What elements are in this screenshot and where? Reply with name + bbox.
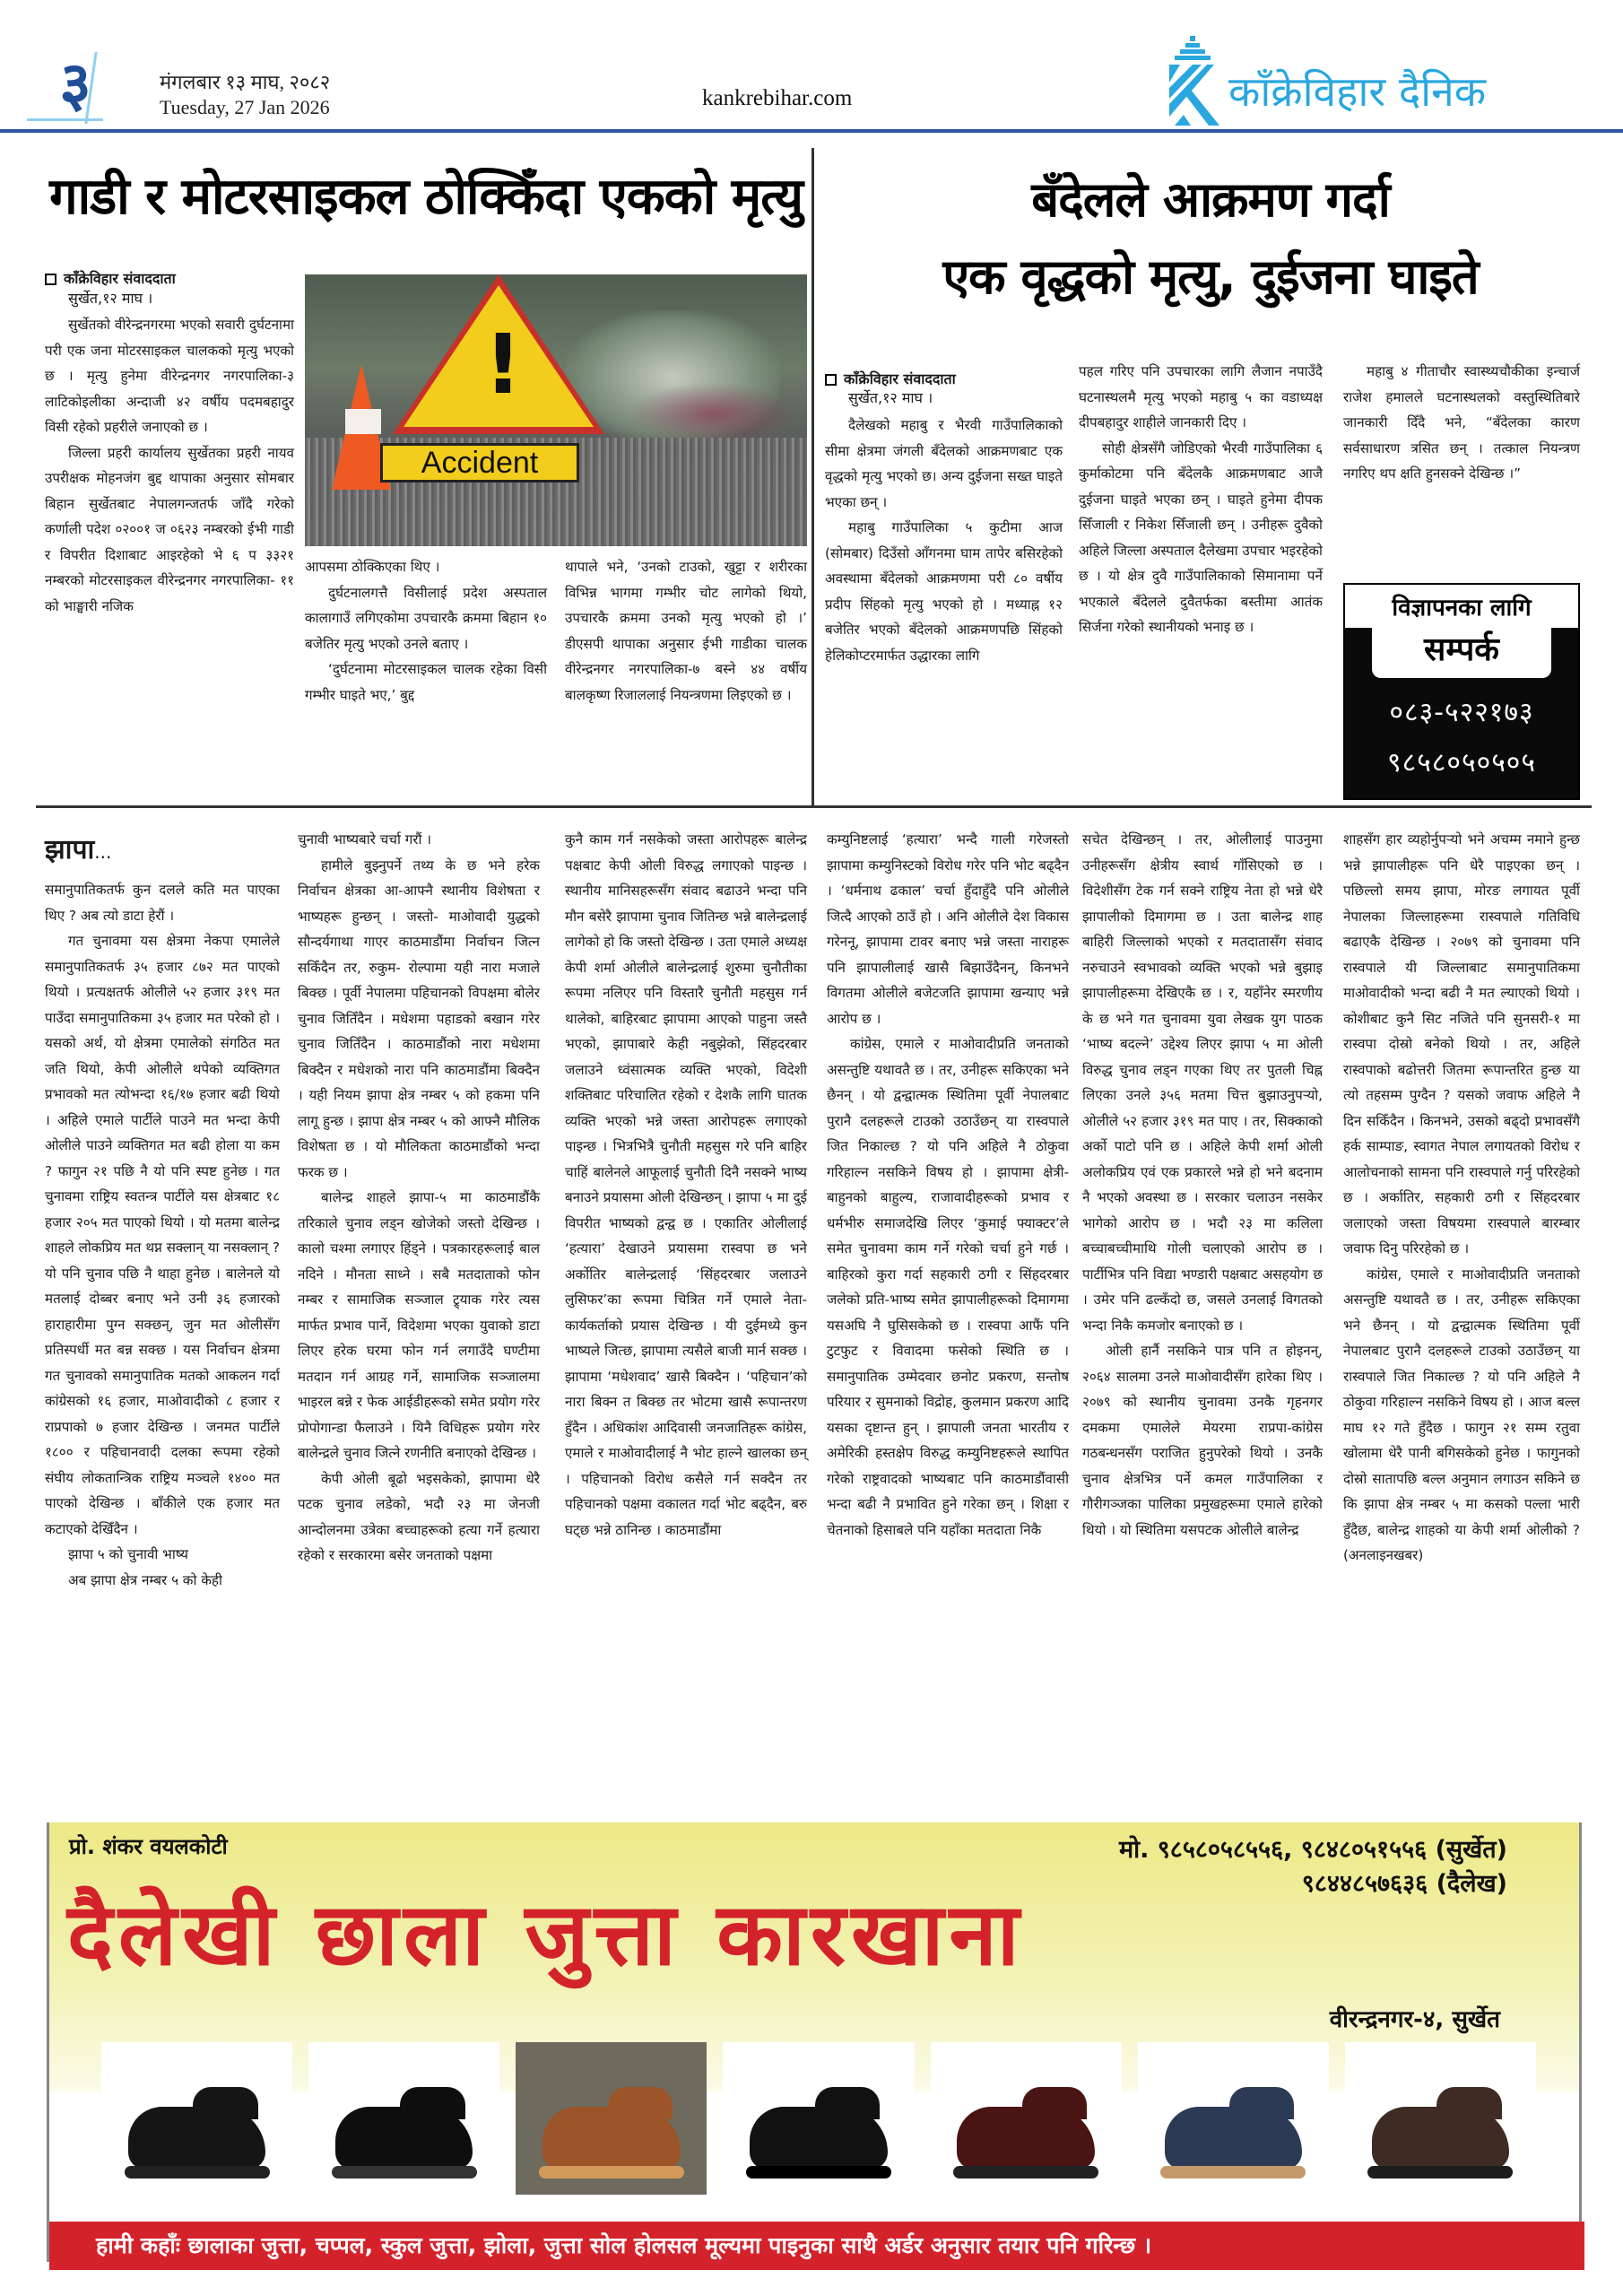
accident-sign-label: Accident (380, 443, 579, 483)
paragraph: थापाले भने, ‘उनको टाउको, खुट्टा र शरीरका विभिन्न भागमा गम्भीर चोट लागेको थियो, उपचारकै क्रममा उनको मृत्यु भएको हो ।’ डीएसपी थापाका अनुसार ईभी गाडीका चालक वीरेन्द्रनगर नगरपालिका-७ बस्ने ४४ वर्षीय बालकृष्ण रिजाललाई नियन्त्रणमा लिइएको छ । (565, 559, 807, 703)
jhapa-column-1 (45, 877, 280, 1593)
advertising-contact-box (1343, 583, 1580, 800)
paragraph: कुनै काम गर्न नसकेको जस्ता आरोपहरू बालेन्द्र पक्षबाट केपी ओली विरुद्ध लगाएको पाइन्छ । स्थानीय मानिसहरूसँग संवाद बढाउने भन्दा पनि मौन बसेरै झापामा चुनाव जितिन्छ भन्ने बालेन्द्रलाई लागेको हो कि जस्तो देखिन्छ । उता एमाले अध्यक्ष केपी शर्मा ओलीले बालेन्द्रलाई शुरुमा चुनौतीका रूपमा नलिएर पनि विस्तारै चुनौती महसुस गर्न थालेको, बाहिरबाट झापामा आएको पाहुना जस्तै भएको, झापाबारे केही नबुझेको, सिंहदरबार जलाउने ध्वंसात्मक व्यक्ति भएको, विदेशी शक्तिबाट परिचालित रहेको र देशकै लागि घातक व्यक्ति भएको भन्ने जस्ता आरोपहरू लगाएको पाइन्छ । भित्रभित्रै चुनौती महसुस गरे पनि बाहिर चाहिं बालेनले आफूलाई चुनौती दिनै नसक्ने भाष्य बनाउने प्रयासमा ओली देखिन्छन् । झापा ५ मा दुई विपरीत भाष्यको द्वन्द्व छ । एकातिर ओलीलाई ‘हत्यारा’ देखाउने प्रयासमा रास्वपा छ भने अर्कोतिर बालेन्द्रलाई ‘सिंहदरबार जलाउने लुसिफर’का रूपमा चित्रित गर्ने एमाले नेता-कार्यकर्ताको प्रयास देखिन्छ । यी दुईमध्ये कुन भाष्यले जित्छ, झापामा त्यसैले बाजी मार्न सक्छ ।झापामा ‘मधेशवाद’ खासै बिक्दैन । ‘पहिचान’को नारा बिक्न त बिक्छ तर भोटमा खासै रूपान्तरण हुँदैन । अधिकांश आदिवासी जनजातिहरू कांग्रेस, एमाले र माओवादीलाई नै भोट हाल्ने खालका छन् । पहिचानको विरोध कसैले गर्न सक्दैन तर पहिचानको पक्षमा वकालत गर्दा भोट बढ्दैन, बरु घट्छ भन्ने ठानिन्छ । काठमाडौंमा (565, 831, 807, 1538)
ad-phone-1: ०८३-५२२१७३ (1389, 697, 1534, 728)
attack-column-3 (1343, 359, 1580, 487)
paragraph: दुर्घटनालगत्तै विसीलाई प्रदेश अस्पताल कालागाउँ लगिएकोमा उपचारकै क्रममा बिहान १० बजेतिर मृत्यु भएको उनले बताए । (305, 584, 547, 652)
attack-headline-line-2: एक वृद्धको मृत्यु, दुईजना घाइते (942, 248, 1479, 305)
brown-leather-shoe-image (516, 2042, 707, 2195)
paragraph: गत चुनावमा यस क्षेत्रमा नेकपा एमालेले समानुपातिकतर्फ ३५ हजार ८७२ मत पाएको थियो । प्रत्यक्षतर्फ ओलीले ५२ हजार ३१९ मत पाउँदा समानुपातिकमा ३५ हजार मत परेको हो । यसको अर्थ, यो क्षेत्रमा एमालेको संगठित मत जति थियो, केपी ओलीले थपेको व्यक्तिगत प्रभावको मत त्योभन्दा १६/१७ हजार बढी थियो । अहिले एमाले पार्टीले पाउने मत भन्दा केपी ओलीले पाउने व्यक्तिगत मत बढी होला या कम ? फागुन २१ पछि नै यो पनि स्पष्ट हुनेछ । गत चुनावमा राष्ट्रिय स्वतन्त्र पार्टीले यस क्षेत्रबाट १८ हजार २०५ मत पाएको थियो । यो मतमा बालेन्द्र शाहले लोकप्रिय मत थप्न सक्लान् या नसक्लान् ? यो पनि चुनाव पछि नै थाहा हुनेछ । बालेनले यो मतलाई दोब्बर बनाए भने उनी ३६ हजारको हाराहारीमा पुग्न सक्छन्, जुन मत ओलीसँग प्रतिस्पर्धी मत बन्न सक्छ । यस निर्वाचन क्षेत्रमा गत चुनावको समानुपातिक मतको आकलन गर्दा कांग्रेसको १६ हजार, माओवादीको ८ हजार र राप्रपाको ७ हजार देखिन्छ । जनमत पार्टीले १८०० र पहिचानवादी दलका रूपमा रहेको संघीय लोकतान्त्रिक राष्ट्रिय मञ्चले १४०० मत पाएको देखिन्छ । बाँकीले एक हजार मत कटाएको देखिँदैन । (45, 933, 280, 1537)
paragraph: ‘दुर्घटनामा मोटरसाइकल चालक रहेका विसी गम्भीर घाइते भए,’ बुद्द (305, 661, 547, 703)
accident-column-1 (45, 312, 294, 619)
paragraph: समानुपातिकतर्फ कुन दलले कति मत पाएका थिए ? अब त्यो डाटा हेरौं । (45, 882, 280, 924)
paragraph: कम्युनिष्टलाई ‘हत्यारा’ भन्दै गाली गरेजस्तो झापामा कम्युनिस्टको विरोध गरेर पनि भोट बढ्दैन । ‘धर्मनाथ ढकाल’ चर्चा हुँदाहुँदै पनि ओलीले जित्दै आएको ठाउँ हो । अनि ओलीले देश विकास गरेननू, झापामा टावर बनाए भन्ने जस्ता नाराहरू पनि झापालीलाई खासै बिझाउँदैनन्, किनभने विगतमा ओलीले बजेटजति झापामा खन्याए भन्ने आरोप छ । (827, 831, 1069, 1027)
ad-phone-numbers (1119, 1833, 1507, 1901)
accident-dateline: सुर्खेत,१२ माघ । (68, 290, 153, 307)
accident-column-2 (305, 554, 547, 708)
jhapa-column-2 (298, 827, 540, 1569)
attack-byline (825, 370, 956, 389)
paragraph: पहल गरिए पनि उपचारका लागि लैजान नपाउँदै घटनास्थलमै मृत्यु भएको महाबु ५ का वडाध्यक्ष दीपबहादुर शाहीले जानकारी दिए । (1079, 363, 1323, 430)
website-link[interactable]: kankrebihar.com (702, 86, 853, 110)
attack-column-1 (825, 413, 1063, 668)
phone-line-surkhet: मो. ९८५८०५८५५६, ९८४८०५१५५६ (सुर्खेत) (1118, 1836, 1507, 1864)
date-nepali: मंगलबार १३ माघ, २०८२ (160, 71, 331, 93)
continued-marker: ... (94, 841, 112, 863)
shoe-gallery (101, 2042, 1536, 2204)
paragraph: केपी ओली बूढो भइसकेको, झापामा धेरै पटक चुनाव लडेको, भदौ २३ मा जेनजी आन्दोलनमा उत्रेका बच्चाहरूको हत्या गर्ने हत्यारा रहेको र सरकारमा बसेर जनताको पक्षमा (298, 1470, 540, 1563)
paragraph: कांग्रेस, एमाले र माओवादीप्रति जनताको असन्तुष्टि यथावतै छ । तर, उनीहरू सकिएका भने छैनन् । यो द्वन्द्वात्मक स्थितिमा पूर्वी नेपालबाट पुरानै दलहरूले टाउको उठाउँछन् या रास्वपाले जित निकाल्छ ? यो पनि अहिले नै ठोकुवा गरिहाल्न नसकिने विषय हो । आज बल्ल माघ १२ गते हुँदैछ । फागुन २१ सम्म रतुवा खोलामा धेरै पानी बगिसकेको हुनेछ । फागुनको दोस्रो सातापछि बल्ल अनुमान लगाउन सकिने छ कि झापा क्षेत्र नम्बर ५ मा कसको पल्ला भारी हुँदैछ, बालेन्द्र शाहको या केपी शर्मा ओलीको ?(अनलाइनखबर) (1343, 1265, 1580, 1563)
black-buckle-shoe-image (723, 2042, 914, 2195)
subheading: झापा ५ को चुनावी भाष्य (68, 1546, 188, 1562)
accident-column-3 (565, 554, 807, 708)
accident-byline (45, 269, 176, 289)
section-divider (812, 805, 1592, 808)
paragraph: शाहसँग हार व्यहोर्नुपर्‍यो भने अचम्म नमाने हुन्छ भन्ने झापालीहरू पनि धेरै पाइएका छन् । पछिल्लो समय झापा, मोरङ लगायत पूर्वी नेपालका जिल्लाहरूमा रास्वपाले गतिविधि बढाएकै देखिन्छ । २०७९ को चुनावमा पनि रास्वपाले यी जिल्लाबाट समानुपातिकमा माओवादीको भन्दा बढी नै मत ल्याएको थियो । कोशीबाट कुनै सिट नजिते पनि सुनसरी-१ मा रास्वपा दोस्रो बनेको थियो । तर, अहिले रास्वपाको बढोत्तरी जितमा रूपान्तरित हुन्छ या त्यो तहसम्म पुग्दैन ? यसको जवाफ अहिले नै दिन सकिँदैन । किनभने, उसको बढ्दो प्रभावसँगै हर्क साम्पाङ, स्वागत नेपाल लगायतको विरोध र आलोचनाको सामना पनि रास्वपाले गर्नु परिरहेको छ । अर्कातिर, सहकारी ठगी र सिंहदरबार जलाएको जस्ता विषयमा रास्वपाले बारम्बार जवाफ दिनु परिरहेको छ । (1343, 831, 1580, 1257)
exclamation-icon: ! (484, 317, 522, 413)
paragraph: दैलेखको महाबु र भैरवी गाउँपालिकाको सीमा क्षेत्रमा जंगली बँदेलको आक्रमणबाट एक वृद्धको मृत्यु भएको छ। अन्य दुईजना सख्त घाइते भएका छन् । (825, 417, 1063, 510)
masthead-rule (0, 129, 1623, 133)
temple-k-logo-icon (1166, 36, 1221, 126)
byline-text: काँक्रेविहार संवाददाता (64, 270, 176, 287)
byline-text: काँक्रेविहार संवाददाता (844, 370, 956, 387)
business-address: वीरन्द्रनगर-४, सुर्खेत (1329, 2006, 1500, 2033)
paragraph: बालेन्द्र शाहले झापा-५ मा काठमाडौंकै तरिकाले चुनाव लड्न खोजेको जस्तो देखिन्छ । कालो चश्मा लगाएर हिंड्ने । पत्रकारहरूलाई बाल नदिने । मौनता साध्ने । सबै मतदाताको फोन नम्बर र सामाजिक सञ्जाल ट्र्याक गरेर त्यस मार्फत प्रभाव पार्ने, विदेशमा भएका युवाको डाटा लिएर हरेक घरमा फोन गर्न लगाउँदै घण्टीमा मतदान गर्न आग्रह गर्ने, सामाजिक सञ्जालमा भाइरल बन्ने र फेक आईडीहरूको समेत प्रयोग गरेर प्रोपोगान्डा फैलाउने । यिनै विधिहरू प्रयोग गरेर बालेन्द्रले चुनाव जित्ने रणनीति बनाएको देखिन्छ । (298, 1189, 540, 1461)
attack-headline (816, 161, 1605, 316)
paragraph: हामीले बुझ्नुपर्ने तथ्य के छ भने हरेक निर्वाचन क्षेत्रका आ-आफ्नै स्थानीय विशेषता र भाष्यहरू हुन्छन् । जस्तो- माओवादी युद्धको सौन्दर्यगाथा गाएर काठमाडौंमा निर्वाचन जित्न सकिँदैन तर, रुकुम- रोल्पामा यही नारा मजाले बिक्छ । पूर्वी नेपालमा पहिचानको विपक्षमा बोलेर चुनाव जितिँदैन । मधेशमा पहाडको बखान गरेर चुनाव जितिँदैन । काठमाडौंको नारा मधेशमा बिक्दैन र मधेशको नारा पनि काठमाडौंमा बिक्दैन । यही नियम झापा क्षेत्र नम्बर ५ को हकमा पनि लागू हुन्छ । झापा क्षेत्र नम्बर ५ को आफ्नै मौलिक विशेषता छ । यो मौलिकता काठमाडौंको भन्दा फरक छ । (298, 857, 540, 1180)
paragraph: सोही क्षेत्रसँगै जोडिएको भैरवी गाउँपालिका ६ कुर्माकोटमा पनि बँदेलकै आक्रमणबाट आजै दुईजना घाइते भएका छन् । घाइते हुनेमा दीपक सिँजाली र निकेश सिँजाली छन् । उनीहरू दुवैको अहिले जिल्ला अस्पताल दैलेखमा उपचार भइरहेको छ । यो क्षेत्र दुवै गाउँपालिकाको सिमानामा पर्ने भएकाले बँदेलले दुवैतर्फका बस्तीमा आतंक सिर्जना गरेको स्थानीयको भनाइ छ । (1079, 439, 1323, 635)
accident-photo (305, 274, 807, 546)
masthead (0, 0, 1623, 135)
jhapa-column-5 (1082, 827, 1323, 1543)
newspaper-name: काँक्रेविहार दैनिक (1228, 67, 1487, 116)
date-english: Tuesday, 27 Jan 2026 (160, 96, 330, 118)
paragraph: महाबु ४ गीताचौर स्वास्थ्यचौकीका इन्चार्ज राजेश हमालले घटनास्थलको वस्तुस्थितिबारे जानकारी दिँदै भने, “बँदेलका कारण सर्वसाधारण त्रसित छन् । तत्काल नियन्त्रण नगरिए थप क्षति हुनसक्ने देखिन्छ ।” (1343, 363, 1580, 482)
ad-box-title: विज्ञापनका लागि (1345, 585, 1578, 628)
paragraph: ओली हार्नै नसकिने पात्र पनि त होइनन्, २०६४ सालमा उनले माओवादीसँग हारेका थिए । २०७९ को स्थानीय चुनावमा उनकै गृहनगर दमकमा एमालेले मेयरमा राप्रपा-कांग्रेस गठबन्धनसँग पराजित हुनुपरेको थियो । उनकै चुनाव क्षेत्रभित्र पर्ने कमल गाउँपालिका र गौरीगञ्जका पालिका प्रमुखहरूमा एमाले हारेको थियो । यो स्थितिमा यसपटक ओलीले बालेन्द्र (1082, 1343, 1323, 1538)
paragraph: अब झापा क्षेत्र नम्बर ५ को केही (68, 1571, 222, 1588)
attack-column-2 (1079, 359, 1323, 640)
ad-tagline-banner: हामी कहाँः छालाका जुत्ता, चप्पल, स्कुल जुत्ता, झोला, जुत्ता सोल होलसल मूल्यमा पाइनुका साथै अर्डर अनुसार तयार पनि गरिन्छ । (49, 2222, 1584, 2270)
attack-headline-line-1: बँदेलले आक्रमण गर्दा (1031, 171, 1390, 228)
burgundy-oxford-shoe-image (931, 2042, 1122, 2195)
black-derby-shoe-image (101, 2042, 292, 2195)
ad-box-subtitle: सम्पर्क (1372, 624, 1551, 678)
story-divider (812, 148, 814, 807)
jhapa-column-3 (565, 827, 807, 1543)
jhapa-section-title (45, 830, 111, 866)
business-name: दैलेखी छाला जुत्ता कारखाना (67, 1884, 1025, 1985)
black-monk-strap-shoe-image (308, 2042, 499, 2195)
section-divider (36, 805, 814, 808)
shoe-factory-advertisement (47, 1822, 1582, 2262)
navy-suede-derby-shoe-image (1138, 2042, 1329, 2195)
page-number: ३ (59, 49, 91, 120)
paragraph: सुर्खेतको वीरेन्द्रनगरमा भएको सवारी दुर्घटनामा परी एक जना मोटरसाइकल चालकको मृत्यु भएको छ । मृत्यु हुनेमा वीरेन्द्रनगर नगरपालिका-३ लाटिकोइलीका अन्दाजी ४२ वर्षीय पदमबहादुर विसी रहेको प्रहरीले जनाएको छ । (45, 317, 294, 435)
jhapa-column-6 (1343, 827, 1580, 1569)
paragraph: महाबु गाउँपालिका ५ कुटीमा आज (सोमबार) दिउँसो आँगनमा घाम तापेर बसिरहेको अवस्थामा बँदेलको आक्रमणमा परी ८० वर्षीय प्रदीप सिंहको मृत्यु भएको हो । मध्याह्न १२ बजेतिर भएको बँदेलको आक्रमणपछि सिंहको हेलिकोप्टरमार्फत उद्धारका लागि (825, 519, 1063, 664)
paragraph: कांग्रेस, एमाले र माओवादीप्रति जनताको असन्तुष्टि यथावतै छ । तर, उनीहरू सकिएका भने छैनन् । यो द्वन्द्वात्मक स्थितिमा पूर्वी नेपालबाट पुरानै दलहरूले टाउको उठाउँछन् या रास्वपाले जित निकाल्छ ? यो पनि अहिले नै ठोकुवा गरिहाल्न नसकिने विषय हो । झापामा क्षेत्री-बाहुनको बाहुल्य, राजावादीहरूको प्रभाव र धर्मभीरु समाजदेखि लिएर ‘कुमाई फ्याक्टर’ले समेत चुनावमा काम गर्ने गरेको चर्चा हुने गर्छ । बाहिरको कुरा गर्दा सहकारी ठगी र सिंहदरबार जलेको प्रति-भाष्य समेत झापालीहरूको दिमागमा यसअघि नै घुसिसकेको छ । रास्वपा आफैं पनि टुटफुट र विवादमा फसेको स्थिति छ । समानुपातिक उम्मेदवार छनोट प्रकरण, सन्तोष परियार र सुमनाको विद्रोह, कुलमान प्रकरण आदि यसका दृष्टान्त हुन् । झापाली जनता भारतीय र अमेरिकी हस्तक्षेप विरुद्ध कम्युनिष्टहरूले स्थापित गरेको राष्ट्रवादको भाष्यबाट पनि काठमाडौंवासी भन्दा बढी नै प्रभावित हुने गरेका छन् । शिक्षा र चेतनाको हिसाबले पनि यहाँका मतदाता निकै (827, 1036, 1069, 1538)
paragraph: सचेत देखिन्छन् । तर, ओलीलाई पाउनुमा उनीहरूसँग क्षेत्रीय स्वार्थ गाँसिएको छ । विदेशीसँग टेक गर्न सक्ने राष्ट्रिय नेता हो भन्ने धेरै झापालीको दिमागमा छ । उता बालेन्द्र शाह बाहिरी जिल्लाको भएको र मतदातासँग संवाद नरुचाउने स्वभावको व्यक्ति भएको भन्ने बुझाइ झापालीहरूमा देखिएकै छ । र, यहाँनेर स्मरणीय के छ भने गत चुनावमा युवा लेखक युग पाठक ‘भाष्य बदल्ने’ उद्देश्य लिएर झापा ५ मा ओली विरुद्ध चुनाव लड्न गएका थिए तर पुतली चिह्न लिएका उनले ३५६ मतमा चित्त बुझाउनुपर्‍यो, ओलीले ५२ हजार ३१९ मत पाए । तर, सिक्काको अर्को पाटो पनि छ । अहिले केपी शर्मा ओली अलोकप्रिय एवं एक प्रकारले भन्ने हो भने बदनाम नै भएको अवस्था छ । सरकार चलाउन नसकेर भागेको आरोप छ । भदौ २३ मा कलिला बच्चाबच्चीमाथि गोली चलाएको आरोप छ । पार्टीभित्र पनि विद्या भण्डारी पक्षबाट असहयोग छ । उमेर पनि ढल्कँदो छ, जसले उनलाई विगतको भन्दा निकै कमजोर बनाएको छ । (1082, 831, 1323, 1334)
proprietor-name: प्रो. शंकर वयलकोटी (69, 1834, 228, 1859)
attack-dateline: सुर्खेत,१२ माघ । (848, 389, 933, 406)
newspaper-logo (1166, 36, 1486, 126)
phone-line-dailekh: ९८४४८५७६३६ (दैलेख) (1301, 1870, 1507, 1898)
accident-headline: गाडी र मोटरसाइकल ठोक्किँदा एकको मृत्यु (49, 168, 803, 226)
paragraph: जिल्ला प्रहरी कार्यालय सुर्खेतका प्रहरी नायव उपरीक्षक मोहनजंग बुद्द थापाका अनुसार सोमबार बिहान सुर्खेतबाट नेपालगन्जतर्फ जाँदै गरेको कर्णाली पदेश ०२००१ ज ०६२३ नम्बरको ईभी गाडी र विपरीत दिशाबाट आइरहेको भे ६ प ३३२१ नम्बरको मोटरसाइकल वीरेन्द्रनगर नगरपालिका- ११ को भाङ्घारी नजिक (45, 444, 294, 614)
jhapa-title-text: झापा (45, 834, 95, 865)
bullet-box-icon (825, 374, 837, 386)
bullet-box-icon (45, 274, 56, 285)
brown-wingtip-shoe-image (1345, 2042, 1536, 2195)
ad-phone-2: ९८५८०५०५०५ (1387, 747, 1536, 778)
date-block (160, 70, 330, 120)
paragraph: चुनावी भाष्यबारे चर्चा गरौं । (298, 831, 431, 848)
jhapa-column-4 (827, 827, 1069, 1543)
paragraph: आपसमा ठोक्किएका थिए । (305, 559, 440, 575)
